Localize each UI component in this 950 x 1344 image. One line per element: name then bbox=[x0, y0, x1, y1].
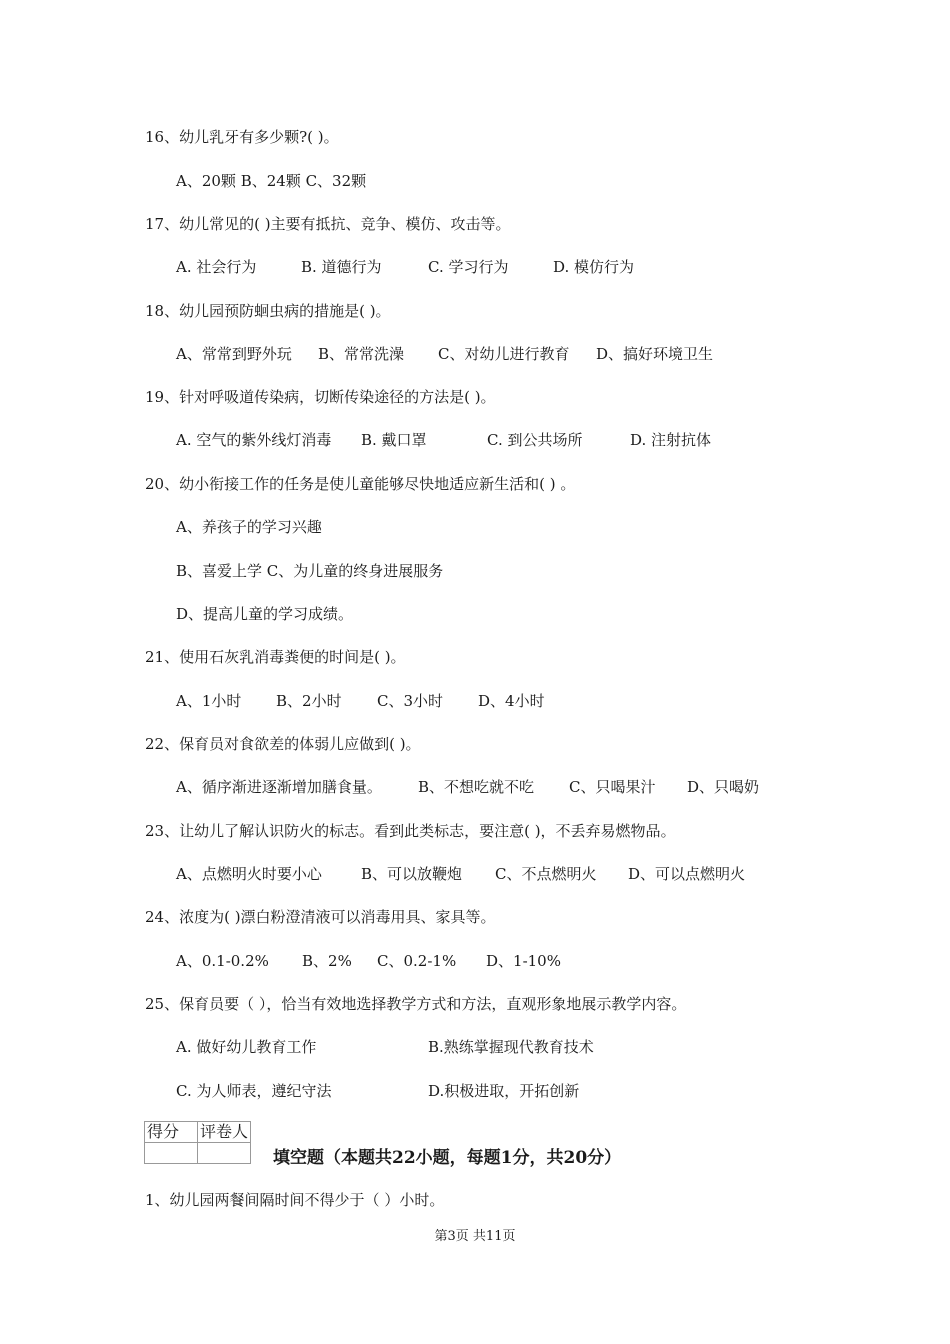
question-16: 16、幼儿乳牙有多少颗?( )。 bbox=[145, 128, 339, 146]
option-b: B.熟练掌握现代教育技术 bbox=[428, 1038, 594, 1056]
question-20-option-d: D、提高儿童的学习成绩。 bbox=[176, 605, 354, 623]
option-c: C、不点燃明火 bbox=[495, 865, 597, 883]
fill-question-1: 1、幼儿园两餐间隔时间不得少于（ ）小时。 bbox=[145, 1191, 445, 1209]
option-c: C. 到公共场所 bbox=[487, 431, 583, 449]
question-22: 22、保育员对食欲差的体弱儿应做到( )。 bbox=[145, 735, 421, 753]
section-title: 填空题（本题共22小题，每题1分，共20分） bbox=[273, 1148, 622, 1168]
question-20-option-bc: B、喜爱上学 C、为儿童的终身进展服务 bbox=[176, 562, 444, 580]
grader-label: 评卷人 bbox=[198, 1122, 251, 1143]
option-d: D.积极进取，开拓创新 bbox=[428, 1082, 580, 1100]
question-20-option-a: A、养孩子的学习兴趣 bbox=[176, 518, 322, 536]
option-a: A. 社会行为 bbox=[176, 258, 257, 276]
option-d: D、1-10% bbox=[486, 952, 561, 970]
option-d: D. 模仿行为 bbox=[553, 258, 635, 276]
option-c: C、对幼儿进行教育 bbox=[438, 345, 570, 363]
score-table bbox=[144, 1121, 251, 1164]
option-c: C、0.2-1% bbox=[377, 952, 457, 970]
option-d: D、4小时 bbox=[478, 692, 545, 710]
question-25: 25、保育员要（ ），恰当有效地选择教学方式和方法，直观形象地展示教学内容。 bbox=[145, 995, 687, 1013]
option-a: A、点燃明火时要小心 bbox=[176, 865, 322, 883]
option-a: A、常常到野外玩 bbox=[176, 345, 292, 363]
option-b: B、2% bbox=[302, 952, 352, 970]
option-d: D、只喝奶 bbox=[687, 778, 760, 796]
option-c: C. 学习行为 bbox=[428, 258, 509, 276]
question-21: 21、使用石灰乳消毒粪便的时间是( )。 bbox=[145, 648, 406, 666]
option-a: A. 空气的紫外线灯消毒 bbox=[176, 431, 332, 449]
option-d: D、搞好环境卫生 bbox=[596, 345, 714, 363]
option-d: D、可以点燃明火 bbox=[628, 865, 746, 883]
option-a: A. 做好幼儿教育工作 bbox=[176, 1038, 317, 1056]
score-cell bbox=[145, 1143, 198, 1164]
option-a: A、1小时 bbox=[176, 692, 242, 710]
option-c: C、3小时 bbox=[377, 692, 444, 710]
score-label: 得分 bbox=[145, 1122, 198, 1143]
option-c: C. 为人师表，遵纪守法 bbox=[176, 1082, 332, 1100]
question-18: 18、幼儿园预防蛔虫病的措施是( )。 bbox=[145, 302, 391, 320]
grader-cell bbox=[198, 1143, 251, 1164]
question-24: 24、浓度为( )漂白粉澄清液可以消毒用具、家具等。 bbox=[145, 908, 496, 926]
question-16-options: A、20颗 B、24颗 C、32颗 bbox=[176, 172, 367, 190]
option-b: B、常常洗澡 bbox=[318, 345, 405, 363]
option-b: B. 道德行为 bbox=[301, 258, 382, 276]
option-a: A、0.1-0.2% bbox=[176, 952, 269, 970]
option-a: A、循序渐进逐渐增加膳食量。 bbox=[176, 778, 382, 796]
question-20: 20、幼小衔接工作的任务是使儿童能够尽快地适应新生活和( ) 。 bbox=[145, 475, 576, 493]
option-b: B、可以放鞭炮 bbox=[361, 865, 463, 883]
option-b: B. 戴口罩 bbox=[361, 431, 427, 449]
option-b: B、不想吃就不吃 bbox=[418, 778, 535, 796]
option-d: D. 注射抗体 bbox=[630, 431, 712, 449]
page-footer: 第3页 共11页 bbox=[434, 1229, 516, 1244]
option-b: B、2小时 bbox=[276, 692, 342, 710]
question-23: 23、让幼儿了解认识防火的标志。看到此类标志，要注意( )，不丢弃易燃物品。 bbox=[145, 822, 676, 840]
option-c: C、只喝果汁 bbox=[569, 778, 656, 796]
question-17: 17、幼儿常见的( )主要有抵抗、竞争、模仿、攻击等。 bbox=[145, 215, 511, 233]
question-19: 19、针对呼吸道传染病，切断传染途径的方法是( )。 bbox=[145, 388, 496, 406]
